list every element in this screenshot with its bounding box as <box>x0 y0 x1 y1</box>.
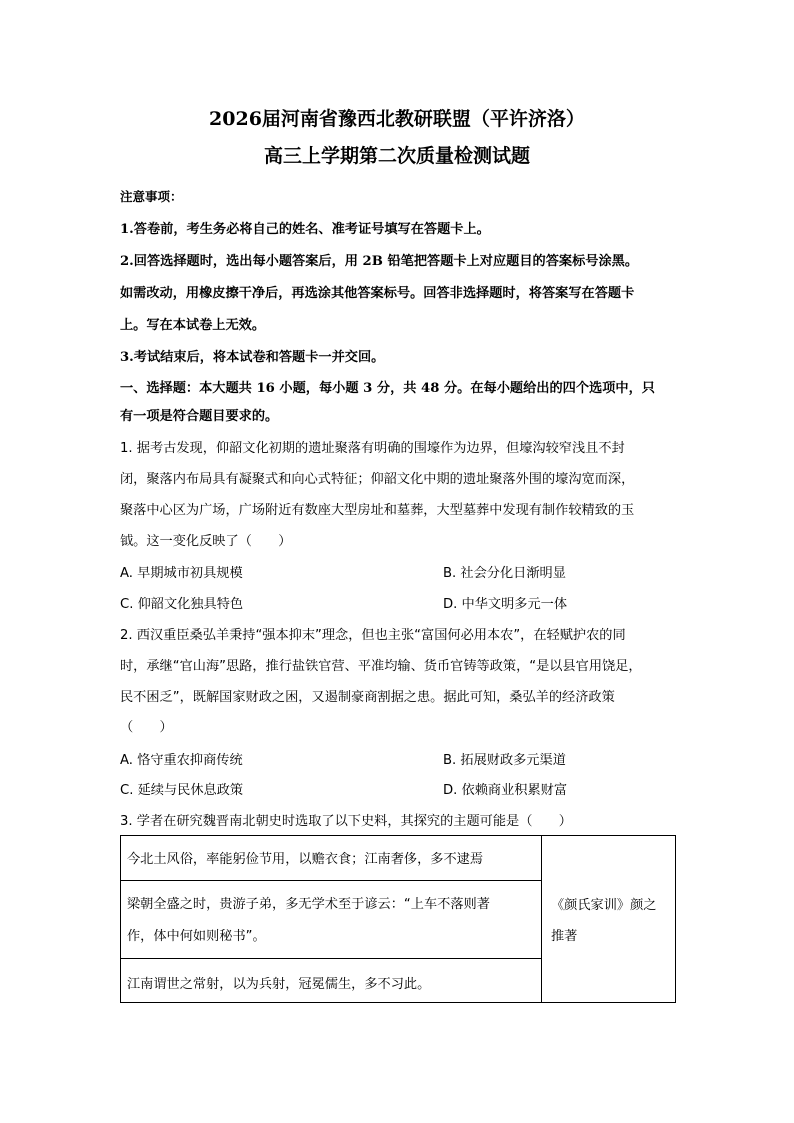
table-cell-row-2-line-2: 作，体中何如则秘书”。 <box>127 929 266 944</box>
exam-title-line2: 高三上学期第二次质量检测试题 <box>263 145 530 167</box>
question-1-line-4: 钺。这一变化反映了（ ） <box>120 534 292 549</box>
question-2-option-b[interactable]: B. 拓展财政多元渠道 <box>443 753 566 768</box>
section-heading-line-2: 有一项是符合题目要求的。 <box>120 409 279 424</box>
exam-title-line1: 2026届河南省豫西北教研联盟（平许济洛） <box>209 108 585 130</box>
question-1-option-a[interactable]: A. 早期城市初具规模 <box>120 566 243 581</box>
question-1-line-1: 1. 据考古发现，仰韶文化初期的遗址聚落有明确的围壕作为边界，但壕沟较窄浅且不封 <box>120 441 625 456</box>
question-3-line-1: 3. 学者在研究魏晋南北朝史时选取了以下史料，其探究的主题可能是（ ） <box>120 814 572 829</box>
question-2-line-1: 2. 西汉重臣桑弘羊秉持“强本抑末”理念，但也主张“富国何必用本农”，在轻赋护农的同 <box>120 628 626 643</box>
table-cell-row-3: 江南谓世之常射，以为兵射，冠冕儒生，多不习此。 <box>127 977 431 992</box>
question-2-line-3: 民不困乏”，既解国家财政之困，又遏制豪商割据之患。据此可知，桑弘羊的经济政策 <box>120 690 615 705</box>
notice-item-2-line-2: 如需改动，用橡皮擦干净后，再选涂其他答案标号。回答非选择题时，将答案写在答题卡 <box>120 286 635 301</box>
table-row-divider <box>121 880 541 881</box>
question-2-option-c[interactable]: C. 延续与民休息政策 <box>120 783 244 798</box>
question-2-option-a[interactable]: A. 恪守重农抑商传统 <box>120 753 243 768</box>
question-2-line-4: （ ） <box>120 720 173 735</box>
table-cell-row-2-line-1: 梁朝全盛之时，贵游子弟，多无学术至于谚云：“上车不落则著 <box>127 897 490 912</box>
table-row-divider <box>121 958 541 959</box>
table-source-line-2: 推著 <box>551 929 578 944</box>
notice-item-2-line-1: 2.回答选择题时，选出每小题答案后，用 2B 铅笔把答题卡上对应题目的答案标号涂黑。 <box>120 254 639 269</box>
notice-item-2-line-3: 上。写在本试卷上无效。 <box>120 318 266 333</box>
question-1-line-2: 闭，聚落内布局具有凝聚式和向心式特征；仰韶文化中期的遗址聚落外围的壕沟宽而深， <box>120 472 635 487</box>
table-column-divider <box>541 836 542 1002</box>
notice-heading: 注意事项： <box>120 189 183 204</box>
question-2-option-d[interactable]: D. 依赖商业积累财富 <box>443 783 568 798</box>
notice-item-1: 1.答卷前，考生务必将自己的姓名、准考证号填写在答题卡上。 <box>120 222 490 237</box>
section-heading-line-1: 一、选择题：本大题共 16 小题，每小题 3 分，共 48 分。在每小题给出的四个选项中，只 <box>120 381 655 396</box>
table-cell-row-1: 今北土风俗，率能躬俭节用，以赡衣食；江南奢侈，多不逮焉 <box>127 852 484 867</box>
source-table <box>120 835 676 1003</box>
question-1-option-b[interactable]: B. 社会分化日渐明显 <box>443 566 566 581</box>
question-1-line-3: 聚落中心区为广场，广场附近有数座大型房址和墓葬，大型墓葬中发现有制作较精致的玉 <box>120 503 635 518</box>
notice-item-3: 3.考试结束后，将本试卷和答题卡一并交回。 <box>120 350 385 365</box>
question-1-option-c[interactable]: C. 仰韶文化独具特色 <box>120 597 244 612</box>
question-1-option-d[interactable]: D. 中华文明多元一体 <box>443 597 568 612</box>
table-source-line-1: 《颜氏家训》颜之 <box>551 898 657 913</box>
question-2-line-2: 时，承继“官山海”思路，推行盐铁官营、平准均输、货币官铸等政策，“是以县官用饶足， <box>120 659 642 674</box>
